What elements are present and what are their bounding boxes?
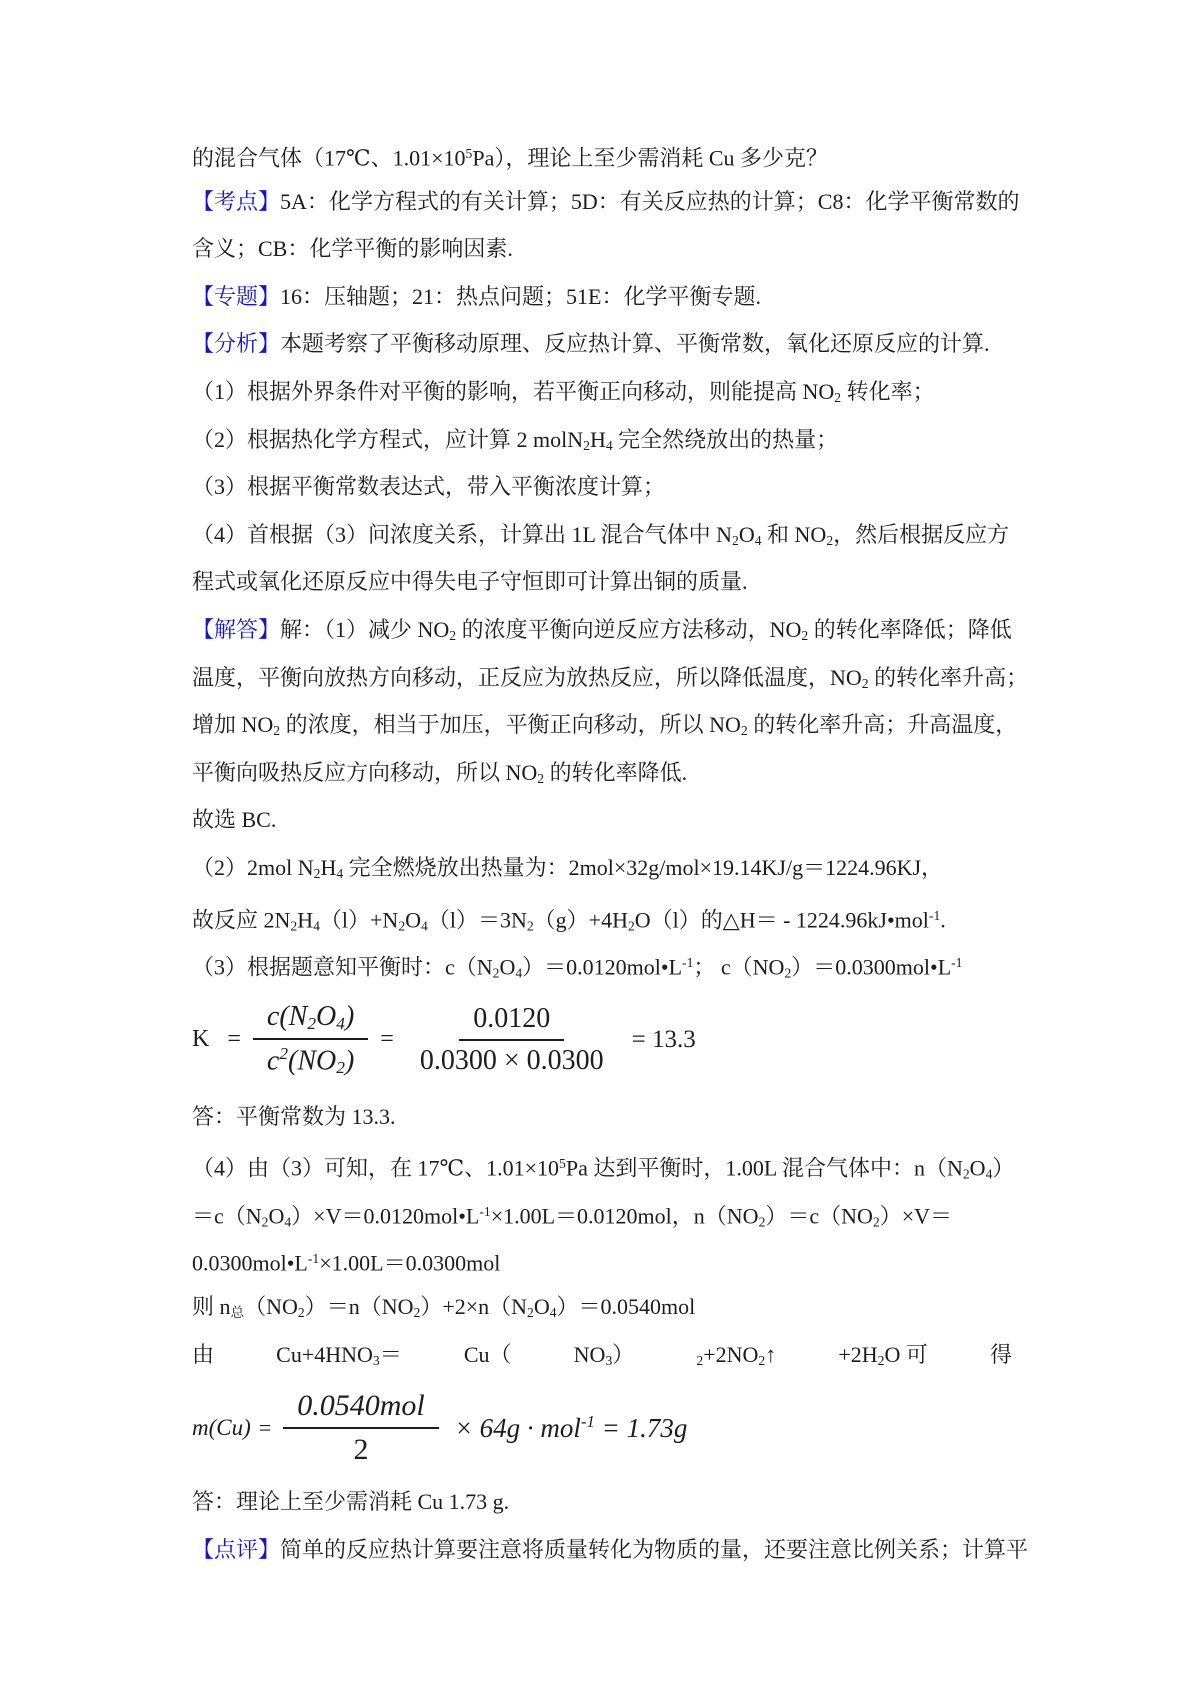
text-segment: 总	[230, 1305, 245, 1321]
text-segment: 的转化率升高；升高温度，	[747, 712, 1018, 738]
text-line	[192, 416, 1012, 464]
equals-sign: =	[380, 1026, 394, 1053]
text-line	[192, 368, 1012, 416]
text-segment: 得	[989, 1341, 1012, 1367]
document-content	[192, 130, 1029, 1573]
text-segment: 程式或氧化还原反应中得失电子守恒即可计算出铜的质量.	[192, 569, 748, 595]
text-segment: （g）+4H	[533, 907, 628, 932]
text-segment: 3	[605, 1352, 613, 1368]
text-segment: -1	[951, 955, 963, 971]
text-segment: 4	[421, 918, 428, 933]
text-line	[192, 225, 1012, 273]
text-segment: -1	[307, 1251, 320, 1267]
text-segment: ）＝0.0540mol	[556, 1294, 696, 1320]
text-segment: 2	[537, 770, 545, 786]
text-segment: 的浓度平衡向逆反应方法移动，NO	[456, 616, 802, 642]
equation-group	[464, 1331, 512, 1379]
text-segment: 2	[279, 1043, 289, 1063]
justified-equation-line	[192, 1331, 1012, 1379]
text-segment: 2	[627, 918, 635, 933]
text-segment: ）×V＝0.0120mol•L	[291, 1203, 480, 1229]
text-segment: ＝c（N	[192, 1203, 262, 1229]
text-segment: 增加 NO	[192, 712, 274, 738]
text-segment: ×1.00L＝0.0120mol，n（NO	[490, 1203, 759, 1229]
text-segment: O	[738, 521, 755, 547]
text-segment: ）	[992, 1155, 1015, 1181]
text-segment: × 64g · mol	[454, 1413, 581, 1444]
text-line	[192, 1093, 1012, 1141]
text-segment: )	[344, 1045, 355, 1077]
text-segment: 转化率；	[841, 378, 935, 404]
text-segment: ，然后根据反应方	[833, 521, 1010, 547]
equation-group	[276, 1331, 402, 1379]
text-segment: 2	[449, 627, 457, 643]
text-segment: )	[344, 1001, 355, 1033]
text-segment: ）+2×n（N	[420, 1294, 528, 1320]
section-label: 【点评】	[192, 1536, 281, 1562]
mass-cu-formula	[192, 1378, 1012, 1478]
formula-lhs: m(Cu)	[192, 1415, 251, 1441]
text-segment: 答：平衡常数为 13.3.	[192, 1103, 396, 1129]
equation-group	[838, 1331, 928, 1379]
fraction-numerator	[253, 1000, 368, 1040]
text-segment: ）＝n（NO	[304, 1294, 414, 1320]
text-segment: Cu（	[463, 1341, 512, 1367]
text-segment: 的转化率升高；	[868, 664, 1029, 690]
text-segment: 3	[372, 1352, 380, 1368]
text-segment: ↑	[765, 1341, 777, 1367]
text-segment: 2	[527, 1305, 534, 1321]
text-segment: ； c（NO	[693, 954, 785, 980]
text-segment: 4	[605, 437, 613, 453]
text-segment: O 可	[884, 1341, 928, 1367]
text-segment: ）	[612, 1341, 635, 1367]
text-segment: 2	[273, 723, 281, 739]
text-segment: 4	[313, 918, 320, 933]
text-line	[192, 1283, 1012, 1331]
text-segment: 和 NO	[761, 521, 827, 547]
text-segment: 的转化率降低.	[544, 759, 688, 785]
text-segment: -1	[479, 1203, 491, 1219]
text-line	[192, 606, 1012, 654]
text-segment: 温度，平衡向放热方向移动，正反应为放热反应，所以降低温度，NO	[192, 664, 862, 690]
text-segment: 2	[336, 1058, 345, 1078]
text-line	[192, 1140, 1015, 1188]
text-segment: 2	[861, 675, 869, 691]
text-segment: ×1.00L＝0.0300mol	[319, 1250, 501, 1276]
text-segment: 0.0300 × 0.0300	[419, 1044, 604, 1076]
text-segment: 2	[583, 437, 590, 453]
formula-rhs	[455, 1412, 688, 1444]
text-segment: ）＝0.0120mol•L	[522, 954, 683, 980]
text-segment: （4）首根据（3）问浓度关系，计算出 1L 混合气体中 N	[192, 521, 733, 547]
text-segment: 完全然绕放出的热量；	[612, 426, 839, 452]
text-line	[192, 749, 1012, 797]
text-segment: .	[940, 907, 946, 932]
text-segment: = 1.73g	[594, 1413, 688, 1444]
equation-group	[574, 1331, 635, 1379]
text-segment: 2	[398, 918, 406, 933]
text-line	[192, 1188, 1012, 1236]
text-line	[192, 273, 1012, 321]
text-segment: （3）根据题意知平衡时：c（N	[192, 954, 493, 980]
text-segment: 的混合气体（17℃、1.01×10	[192, 145, 466, 171]
text-segment: 4	[985, 1166, 993, 1182]
text-segment: (NO	[288, 1045, 337, 1077]
fraction-denominator	[253, 1040, 368, 1079]
text-segment: ＝	[379, 1341, 402, 1367]
text-line	[192, 1478, 1012, 1526]
text-segment: 2	[261, 1214, 269, 1230]
text-segment: ）＝c（NO	[765, 1203, 873, 1229]
equation-group	[696, 1331, 776, 1379]
text-segment: 2	[877, 1352, 885, 1368]
text-segment: O	[969, 1155, 986, 1181]
text-segment: （NO	[244, 1294, 298, 1320]
text-segment: 2	[732, 532, 739, 548]
text-line	[192, 796, 1012, 844]
text-segment: -1	[580, 1412, 595, 1432]
text-segment: 2	[740, 723, 748, 739]
text-segment: 的浓度，相当于加压，平衡正向移动，所以 NO	[280, 712, 741, 738]
text-segment: NO	[573, 1341, 606, 1367]
equals-sign: =	[258, 1415, 272, 1441]
text-segment: 2	[492, 965, 500, 981]
text-segment: 由	[192, 1341, 215, 1367]
text-segment: 2	[307, 1014, 317, 1034]
text-segment: 5A：化学方程式的有关计算；5D：有关反应热的计算；C8：化学平衡常数的	[280, 188, 1020, 214]
text-segment: H	[589, 426, 606, 452]
text-segment: 4	[549, 1305, 557, 1321]
formula-lhs: K	[192, 1026, 210, 1053]
text-segment: 2	[353, 1433, 369, 1467]
text-segment: Cu+4HNO	[276, 1341, 373, 1367]
fraction-denominator	[406, 1041, 618, 1078]
text-segment: （l）+N	[319, 907, 399, 932]
text-segment: O	[268, 1203, 285, 1229]
text-segment: 4	[336, 865, 344, 881]
text-line	[192, 892, 1012, 940]
text-segment: Pa 达到平衡时，1.00L 混合气体中：n（N	[565, 1155, 963, 1181]
text-segment: （2）根据热化学方程式，应计算 2 molN	[192, 426, 584, 452]
text-segment: O	[499, 954, 516, 980]
text-segment: 5	[559, 1156, 566, 1172]
equation-group	[990, 1331, 1012, 1379]
text-segment: -1	[682, 955, 694, 971]
text-segment: 2	[313, 865, 321, 881]
text-segment: O	[405, 907, 422, 932]
text-segment: 2	[962, 1166, 970, 1182]
text-line	[192, 844, 1012, 892]
text-segment: 0.0540mol	[297, 1388, 425, 1422]
fraction	[253, 1000, 368, 1079]
section-label: 【专题】	[192, 283, 281, 309]
text-line	[192, 1235, 1012, 1283]
text-segment: 解：（1）减少 NO	[280, 616, 450, 642]
text-segment: 2	[297, 1305, 305, 1321]
text-segment: 2	[872, 1214, 880, 1230]
text-segment: 0.0120	[473, 1002, 551, 1034]
fraction	[406, 1002, 618, 1078]
text-segment: 的转化率降低；降低	[808, 616, 1012, 642]
text-segment: 完全燃烧放出热量为：2mol×32g/mol×19.14KJ/g＝1224.96KJ，	[343, 854, 944, 880]
text-segment: 4	[754, 532, 762, 548]
text-segment: 2	[784, 965, 792, 981]
section-label: 【分析】	[192, 331, 281, 357]
text-segment: 简单的反应热计算要注意将质量转化为物质的量，还要注意比例关系；计算平	[280, 1536, 1029, 1562]
fraction-numerator	[283, 1388, 439, 1430]
text-segment: 4	[284, 1214, 292, 1230]
text-segment: Pa），理论上至少需消耗 Cu 多少克？	[472, 145, 829, 171]
text-segment: 则 n	[192, 1294, 231, 1320]
text-segment: 故选 BC.	[192, 807, 277, 833]
text-segment: 0.0300mol•L	[192, 1250, 308, 1276]
text-segment: c	[266, 1045, 280, 1077]
text-line	[192, 939, 1012, 987]
text-segment: （2）2mol N	[192, 854, 314, 880]
text-segment: （l）＝3N	[427, 907, 527, 932]
text-segment: （3）根据平衡常数表达式，带入平衡浓度计算；	[192, 474, 666, 500]
equation-group	[192, 1331, 214, 1379]
text-segment: O	[533, 1294, 550, 1320]
text-segment: 2	[290, 918, 298, 933]
text-segment: 2	[801, 627, 809, 643]
text-segment: 4	[515, 965, 523, 981]
equals-sign: =	[227, 1026, 241, 1053]
text-segment: ）×V＝	[879, 1203, 953, 1229]
text-segment: H	[320, 854, 337, 880]
text-segment: +2H	[838, 1341, 878, 1367]
text-segment: 5	[465, 146, 473, 161]
text-segment: 16：压轴题；21：热点问题；51E：化学平衡专题.	[280, 283, 761, 309]
text-segment: 2	[758, 1214, 766, 1230]
fraction-numerator	[459, 1002, 564, 1041]
text-segment: -1	[928, 907, 941, 923]
text-line	[192, 558, 1012, 606]
section-label: 【解答】	[192, 616, 281, 642]
text-segment: +2NO	[703, 1341, 759, 1367]
text-segment: 2	[413, 1305, 421, 1321]
text-segment: （1）根据外界条件对平衡的影响，若平衡正向移动，则能提高 NO	[192, 378, 835, 404]
text-segment: 含义；CB：化学平衡的影响因素.	[192, 236, 513, 262]
text-segment: 2	[526, 918, 534, 933]
text-line	[192, 320, 1012, 368]
text-line	[192, 511, 1012, 559]
text-segment: c(N	[266, 1001, 308, 1033]
text-segment: ）＝0.0300mol•L	[791, 954, 952, 980]
text-segment: （4）由（3）可知，在 17℃、1.01×10	[192, 1155, 560, 1181]
text-line	[192, 1526, 1029, 1574]
text-segment: 2	[696, 1352, 704, 1368]
text-line	[192, 654, 1029, 702]
section-label: 【考点】	[192, 188, 281, 214]
fraction	[283, 1388, 439, 1469]
text-segment: O（l）的△H＝ - 1224.96kJ•mol	[634, 907, 929, 932]
k-equilibrium-formula	[192, 987, 1012, 1093]
text-segment: 2	[826, 532, 834, 548]
text-segment: 故反应 2N	[192, 907, 291, 932]
text-segment: 2	[834, 389, 842, 405]
text-segment: 本题考察了平衡移动原理、反应热计算、平衡常数，氧化还原反应的计算.	[280, 331, 990, 357]
formula-result: = 13.3	[631, 1025, 696, 1053]
text-segment: 4	[336, 1014, 345, 1034]
text-line	[192, 178, 1020, 226]
text-segment: 答：理论上至少需消耗 Cu 1.73 g.	[192, 1489, 510, 1515]
text-line	[192, 463, 1012, 511]
text-segment: O	[316, 1001, 337, 1033]
text-segment: H	[297, 907, 314, 932]
text-segment: 平衡向吸热反应方向移动，所以 NO	[192, 759, 538, 785]
text-line	[192, 701, 1018, 749]
text-segment: 2	[758, 1352, 766, 1368]
text-line	[192, 130, 1012, 178]
fraction-denominator	[339, 1429, 382, 1469]
